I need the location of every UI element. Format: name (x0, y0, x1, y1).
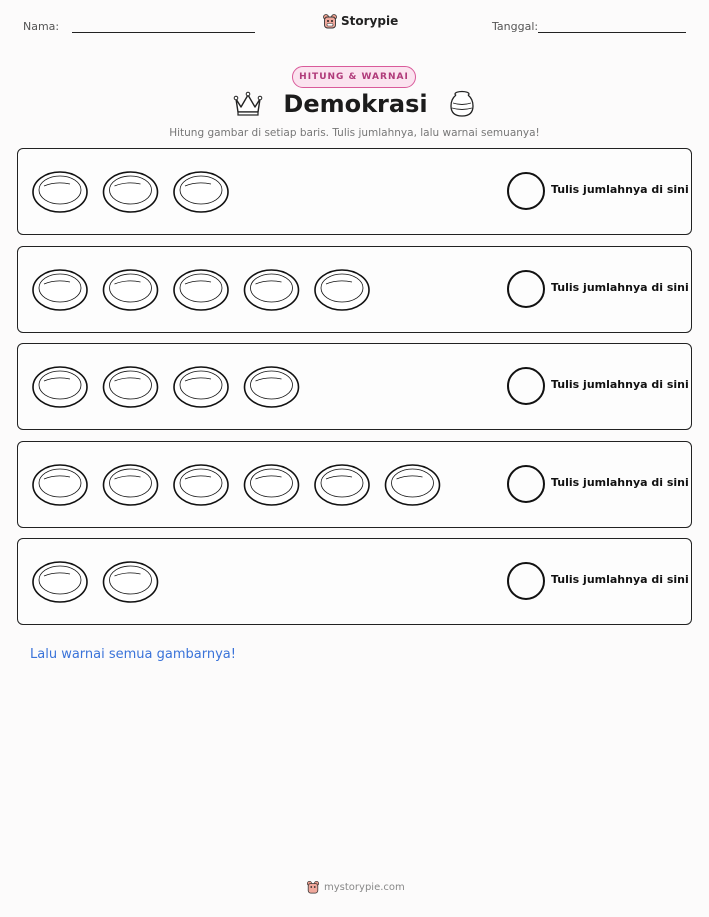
pebble-icon[interactable] (33, 172, 87, 212)
answer-label: Tulis jumlahnya di sini (551, 183, 689, 196)
pebble-group (32, 462, 455, 508)
pebble-icon[interactable] (174, 172, 228, 212)
page-title: Demokrasi (283, 90, 428, 118)
clay-pot-icon (448, 90, 476, 118)
pebble-icon[interactable] (174, 465, 228, 505)
answer-label: Tulis jumlahnya di sini (551, 378, 689, 391)
counting-row (17, 148, 692, 235)
pebble-icon[interactable] (104, 562, 158, 602)
pebble-icon[interactable] (174, 367, 228, 407)
date-label: Tanggal: (492, 20, 539, 33)
pebble-icon[interactable] (33, 367, 87, 407)
pebble-icon[interactable] (315, 465, 369, 505)
pebble-icon[interactable] (104, 367, 158, 407)
footer-url: mystorypie.com (324, 881, 405, 893)
pebble-icon[interactable] (33, 562, 87, 602)
pebble-icon[interactable] (33, 270, 87, 310)
answer-circle[interactable] (507, 562, 545, 600)
title-row (0, 90, 709, 118)
counting-row (17, 343, 692, 430)
footer (306, 880, 405, 894)
answer-label: Tulis jumlahnya di sini (551, 280, 689, 294)
crown-icon (233, 91, 263, 117)
counting-row (17, 246, 692, 333)
answer-circle[interactable] (507, 367, 545, 405)
pebble-icon[interactable] (104, 172, 158, 212)
pebble-icon[interactable] (33, 465, 87, 505)
storypie-logo-icon (322, 13, 338, 29)
coloring-note: Lalu warnai semua gambarnya! (30, 647, 236, 662)
counting-row (17, 538, 692, 625)
name-label: Nama: (23, 20, 60, 33)
pebble-icon[interactable] (245, 270, 299, 310)
storypie-logo-icon (306, 880, 320, 894)
counting-row (17, 441, 692, 528)
brand (322, 13, 398, 29)
pebble-icon[interactable] (104, 465, 158, 505)
answer-label: Tulis jumlahnya di sini (551, 475, 689, 489)
pebble-group (32, 267, 385, 313)
pebble-icon[interactable] (245, 465, 299, 505)
name-line[interactable] (72, 32, 255, 33)
pebble-icon[interactable] (245, 367, 299, 407)
answer-label: Tulis jumlahnya di sini (551, 573, 689, 586)
pebble-group (32, 364, 314, 410)
answer-circle[interactable] (507, 270, 545, 308)
brand-name: Storypie (341, 14, 399, 28)
pebble-icon[interactable] (315, 270, 369, 310)
pebble-icon[interactable] (174, 270, 228, 310)
pebble-group (32, 559, 173, 605)
pebble-group (32, 169, 244, 215)
pebble-icon[interactable] (104, 270, 158, 310)
date-line[interactable] (538, 32, 686, 33)
answer-circle[interactable] (507, 465, 545, 503)
answer-circle[interactable] (507, 172, 545, 210)
pebble-icon[interactable] (386, 465, 440, 505)
instruction-text: Hitung gambar di setiap baris. Tulis jumlahnya, lalu warnai semuanya! (169, 127, 540, 139)
activity-badge: HITUNG & WARNAI (292, 66, 416, 88)
